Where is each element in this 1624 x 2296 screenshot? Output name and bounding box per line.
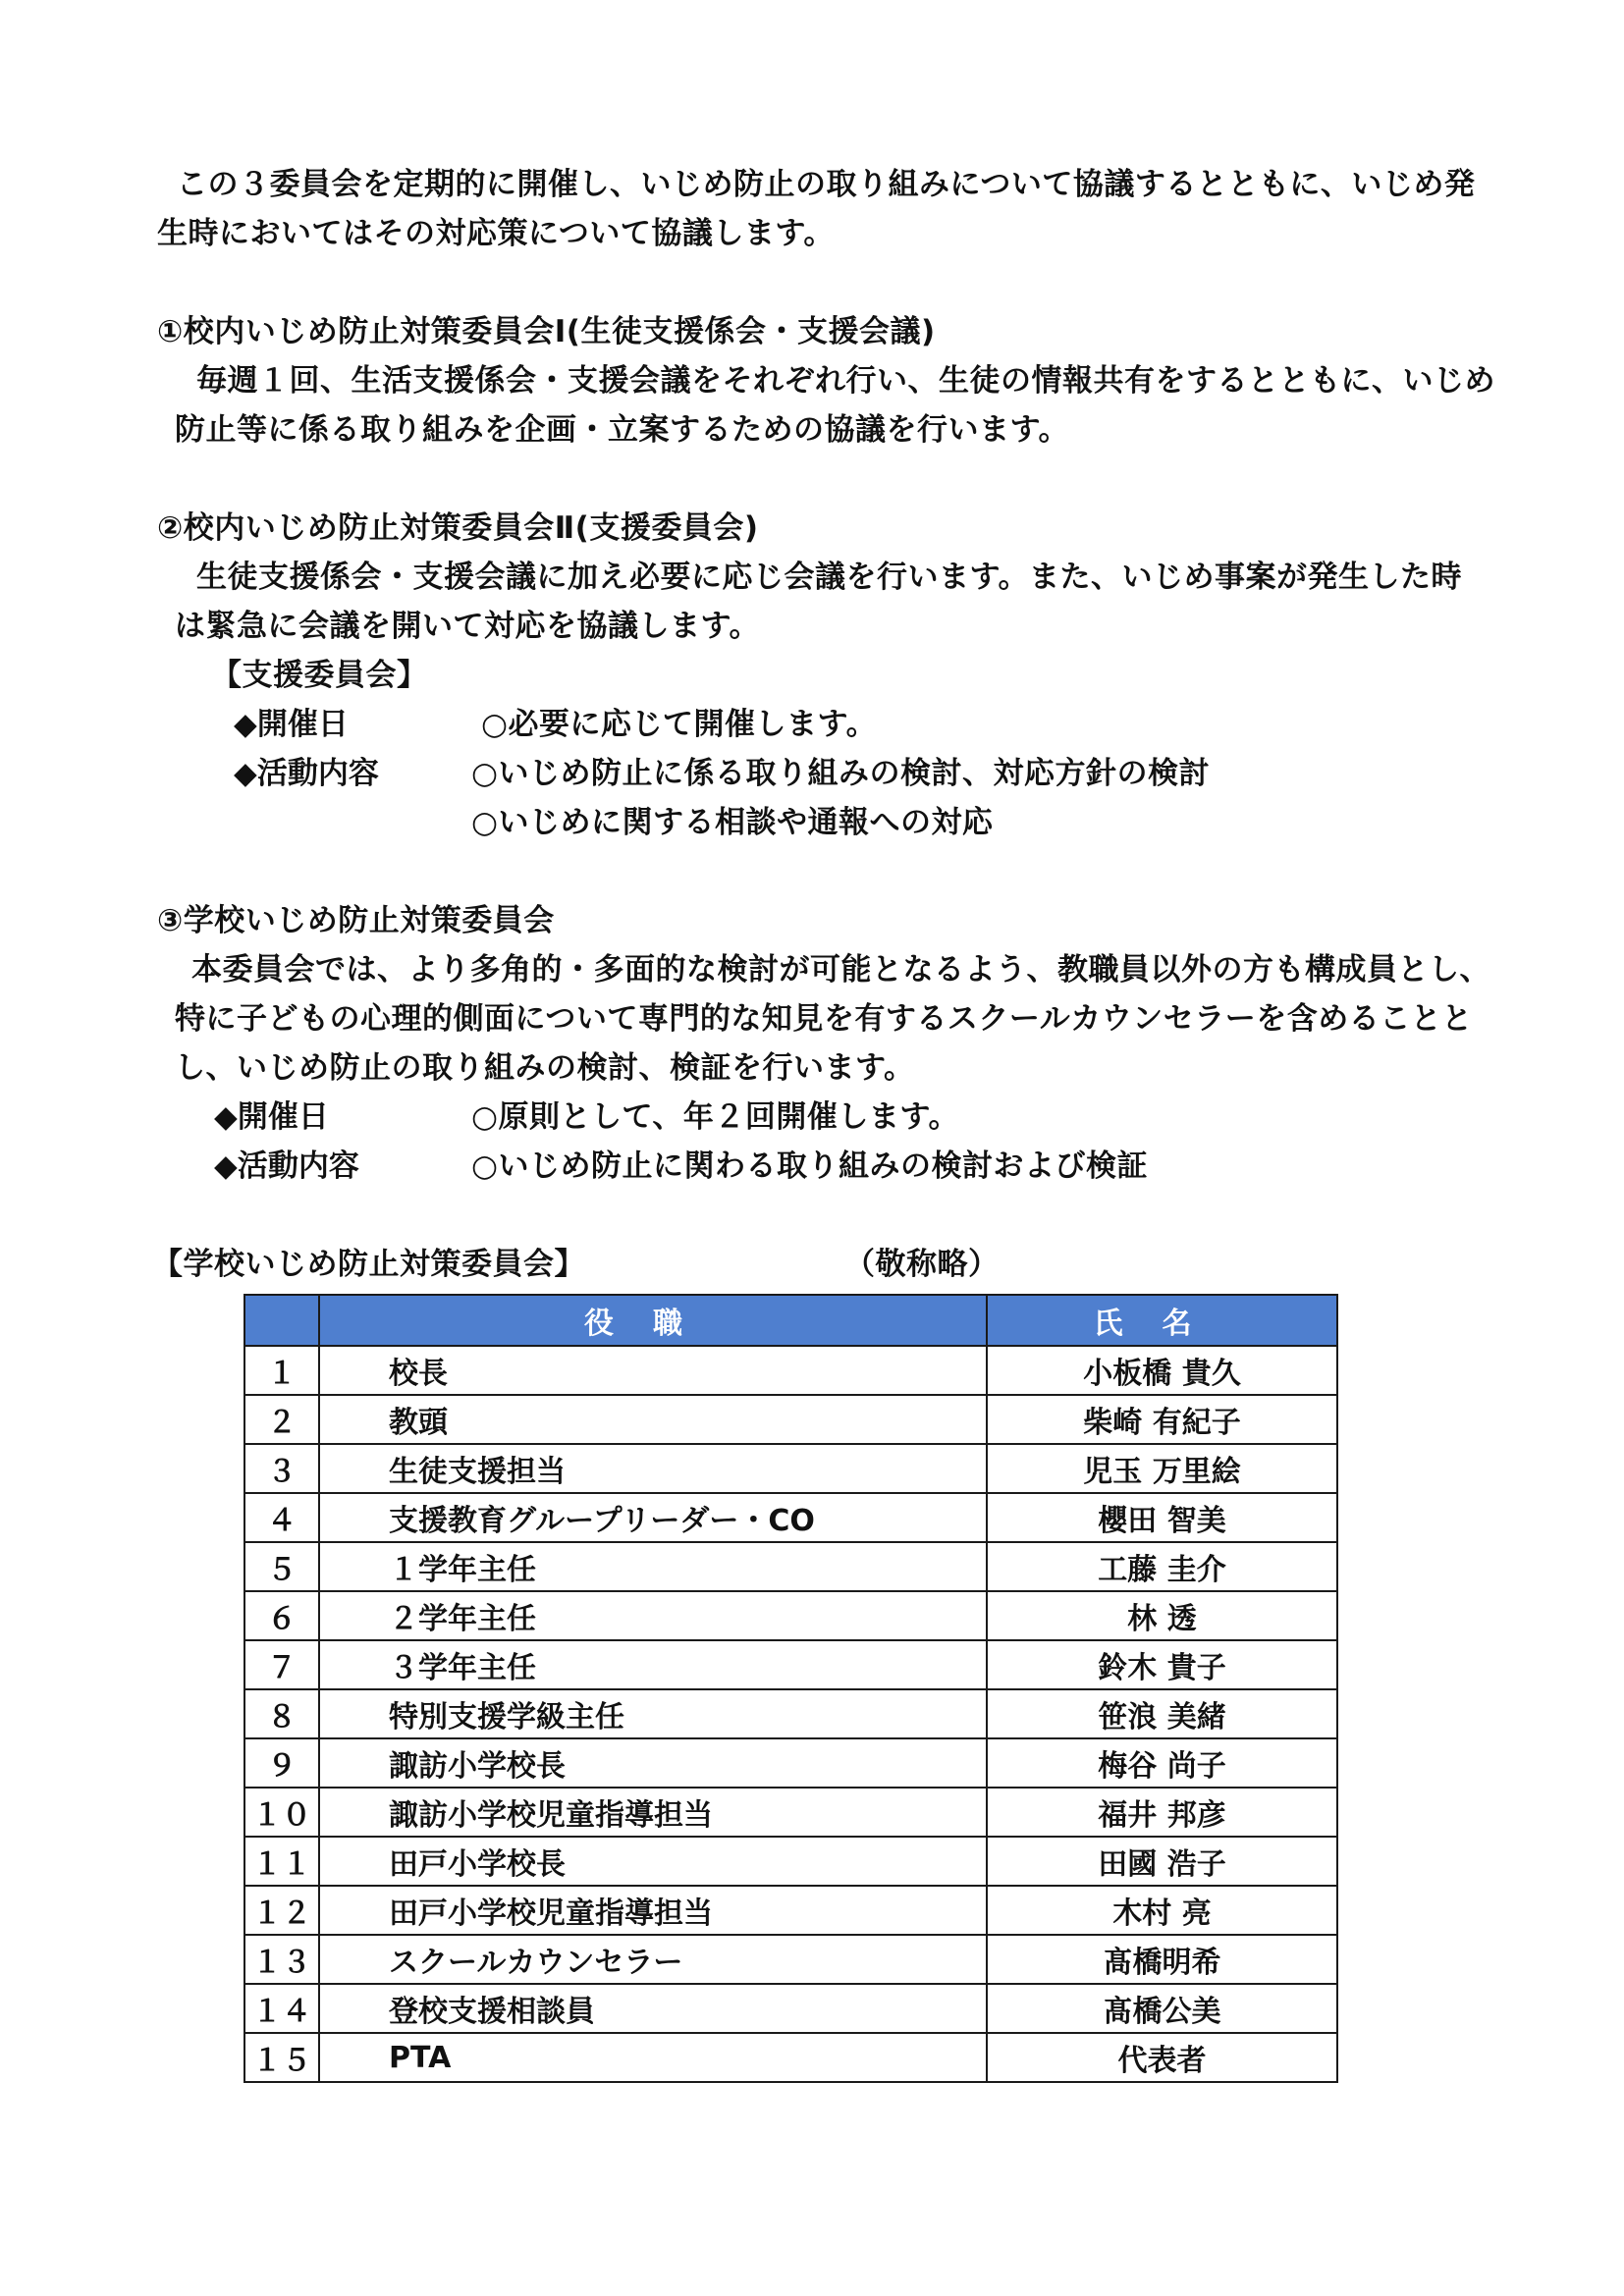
row-number: １４: [244, 1984, 319, 2033]
table-row: [244, 1886, 1337, 1935]
table-row: [244, 1542, 1337, 1591]
row-name: 田國 浩子: [987, 1837, 1337, 1886]
section2-heading: ②校内いじめ防止対策委員会Ⅱ(支援委員会): [157, 510, 759, 546]
table-row: [244, 1935, 1337, 1984]
row-role: PTA: [319, 2033, 987, 2082]
table-row: [244, 1444, 1337, 1493]
section2-activity-value-2: ○いじめに関する相談や通報への対応: [471, 805, 994, 840]
row-number: ５: [244, 1542, 319, 1591]
section3-body-line-2: 特に子どもの心理的側面について専門的な知見を有するスクールカウンセラーを含めることと: [175, 1001, 1473, 1037]
row-role: スクールカウンセラー: [319, 1935, 987, 1984]
row-name: 梅谷 尚子: [987, 1738, 1337, 1788]
section1-body-line-2: 防止等に係る取り組みを企画・立案するための協議を行います。: [175, 412, 1070, 448]
table-row: [244, 1689, 1337, 1738]
row-role: 教頭: [319, 1395, 987, 1444]
row-role: 生徒支援担当: [319, 1444, 987, 1493]
section3-body-line-1: 本委員会では、より多角的・多面的な検討が可能となるよう、教職員以外の方も構成員とし、: [191, 952, 1490, 988]
row-role: １学年主任: [319, 1542, 987, 1591]
table-row: [244, 1591, 1337, 1640]
row-number: ９: [244, 1738, 319, 1788]
intro-line-2: 生時においてはその対応策について協議します。: [157, 216, 835, 251]
row-role: 諏訪小学校児童指導担当: [319, 1788, 987, 1837]
row-name: 代表者: [987, 2033, 1337, 2082]
row-number: １: [244, 1346, 319, 1395]
members-table-body: [244, 1346, 1337, 2082]
header-name-cell: 氏名: [987, 1295, 1337, 1346]
row-role: ３学年主任: [319, 1640, 987, 1689]
row-number: １２: [244, 1886, 319, 1935]
row-role: 田戸小学校児童指導担当: [319, 1886, 987, 1935]
section3-body-line-3: し、いじめ防止の取り組みの検討、検証を行います。: [175, 1050, 915, 1086]
section2-date-label: ◆開催日: [234, 707, 349, 742]
section3-date-label: ◆開催日: [214, 1099, 329, 1135]
table-row: [244, 1640, 1337, 1689]
table-row: [244, 1984, 1337, 2033]
row-role: 登校支援相談員: [319, 1984, 987, 2033]
table-row: [244, 1738, 1337, 1788]
support-committee-subheading: 【支援委員会】: [211, 658, 428, 693]
row-name: 髙橋明希: [987, 1935, 1337, 1984]
row-number: ３: [244, 1444, 319, 1493]
row-number: ６: [244, 1591, 319, 1640]
row-role: 支援教育グループリーダー・CO: [319, 1493, 987, 1542]
row-name: 鈴木 貴子: [987, 1640, 1337, 1689]
section3-activity-label: ◆活動内容: [214, 1148, 359, 1184]
row-number: １０: [244, 1788, 319, 1837]
table-row: [244, 1493, 1337, 1542]
row-name: 笹浪 美緒: [987, 1689, 1337, 1738]
table-row: [244, 1837, 1337, 1886]
section3-activity-value: ○いじめ防止に関わる取り組みの検討および検証: [471, 1148, 1149, 1184]
row-name: 柴崎 有紀子: [987, 1395, 1337, 1444]
section1-heading: ①校内いじめ防止対策委員会Ⅰ(生徒支援係会・支援会議): [157, 314, 936, 349]
row-number: ４: [244, 1493, 319, 1542]
row-name: 児玉 万里絵: [987, 1444, 1337, 1493]
section1-body-line-1: 毎週１回、生活支援係会・支援会議をそれぞれ行い、生徒の情報共有をするとともに、いじめ: [196, 363, 1495, 399]
row-name: 林 透: [987, 1591, 1337, 1640]
row-name: 小板橋 貴久: [987, 1346, 1337, 1395]
section3-date-value: ○原則として、年２回開催します。: [471, 1099, 959, 1135]
row-role: 特別支援学級主任: [319, 1689, 987, 1738]
row-role: ２学年主任: [319, 1591, 987, 1640]
honorific-note: （敬称略）: [844, 1247, 1000, 1282]
row-role: 校長: [319, 1346, 987, 1395]
section3-heading: ③学校いじめ防止対策委員会: [157, 903, 555, 938]
row-name: 工藤 圭介: [987, 1542, 1337, 1591]
members-table-header-row: [244, 1295, 1337, 1346]
section2-date-value: ○必要に応じて開催します。: [481, 707, 878, 742]
intro-line-1: この３委員会を定期的に開催し、いじめ防止の取り組みについて協議するとともに、いじめ発: [177, 167, 1476, 202]
row-number: ７: [244, 1640, 319, 1689]
section2-body-line-1: 生徒支援係会・支援会議に加え必要に応じ会議を行います。また、いじめ事案が発生した時: [196, 560, 1463, 595]
row-number: ８: [244, 1689, 319, 1738]
row-name: 木村 亮: [987, 1886, 1337, 1935]
section2-activity-label: ◆活動内容: [234, 756, 379, 791]
row-number: １１: [244, 1837, 319, 1886]
members-table-caption: 【学校いじめ防止対策委員会】: [152, 1247, 585, 1282]
row-name: 櫻田 智美: [987, 1493, 1337, 1542]
header-role-cell: 役職: [319, 1295, 987, 1346]
table-row: [244, 1395, 1337, 1444]
row-number: ２: [244, 1395, 319, 1444]
row-role: 田戸小学校長: [319, 1837, 987, 1886]
row-number: １５: [244, 2033, 319, 2082]
table-row: [244, 2033, 1337, 2082]
section2-activity-value-1: ○いじめ防止に係る取り組みの検討、対応方針の検討: [471, 756, 1211, 791]
table-row: [244, 1788, 1337, 1837]
section2-body-line-2: は緊急に会議を開いて対応を協議します。: [175, 609, 761, 644]
row-role: 諏訪小学校長: [319, 1738, 987, 1788]
members-table: [244, 1294, 1338, 2083]
row-name: 髙橋公美: [987, 1984, 1337, 2033]
row-number: １３: [244, 1935, 319, 1984]
table-row: [244, 1346, 1337, 1395]
row-name: 福井 邦彦: [987, 1788, 1337, 1837]
header-number-cell: [244, 1295, 319, 1346]
